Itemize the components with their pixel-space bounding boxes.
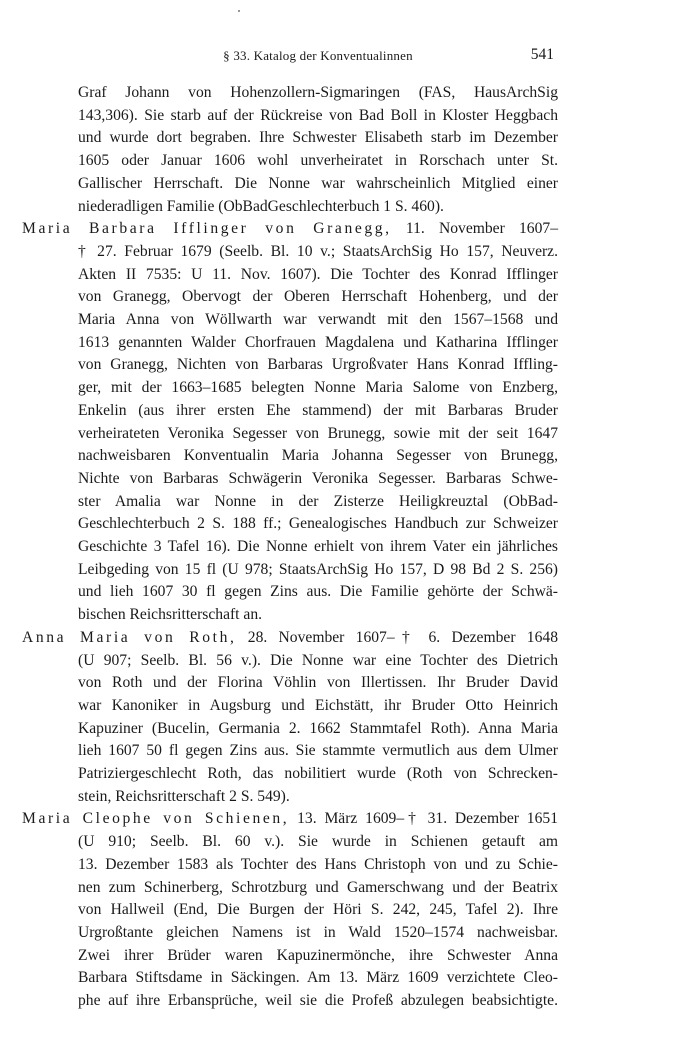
text-line: verheirateten Veronika Segesser von Brunegg, sowie mit der seit 1647 bbox=[78, 424, 558, 442]
text-line: war Kanoniker in Augsburg und Eichstätt, ihr Bruder Otto Heinrich bbox=[78, 696, 558, 714]
text-line: Geschichte 3 Tafel 16). Die Nonne erhielt von ihrem Vater ein jährliches bbox=[78, 538, 558, 555]
text-line: und lieh 1607 30 fl gegen Zins aus. Die Familie gehörte der Schwä- bbox=[78, 583, 558, 601]
text-line: phe auf ihre Erbansprüche, weil sie die Profeß abzulegen beabsichtigte. bbox=[78, 992, 558, 1009]
text-line: lieh 1607 50 fl gegen Zins aus. Sie stammte vermutlich aus dem Ulmer bbox=[78, 742, 558, 760]
text-line: Patriziergeschlecht Roth, das nobilitiert wurde (Roth von Schrecken- bbox=[78, 765, 558, 782]
text-line: von Granegg, Nichten von Barbaras Urgroßvater Hans Konrad Iffling- bbox=[78, 356, 558, 374]
text-line: von Roth und der Florina Vöhlin von Illertissen. Ihr Bruder David bbox=[78, 674, 558, 692]
text-line: (U 907; Seelb. Bl. 56 v.). Die Nonne war eine Tochter des Dietrich bbox=[78, 651, 558, 669]
text-line: von Hallweil (End, Die Burgen der Höri S. 242, 245, Tafel 2). Ihre bbox=[78, 901, 558, 919]
entry-heading-line: Maria Cleophe von Schienen, 13. März 1609–† 31. Dezember 1651 bbox=[22, 810, 558, 828]
text-line: von Granegg, Obervogt der Oberen Herrschaft Hohenberg, und der bbox=[78, 288, 558, 306]
entry-heading-line: Maria Barbara Ifflinger von Granegg, 11. November 1607– bbox=[22, 220, 558, 238]
text-line: Gallischer Herrschaft. Die Nonne war wahrscheinlich Mitglied einer bbox=[78, 174, 558, 192]
text-line: ster Amalia war Nonne in der Zisterze Heiligkreuztal (ObBad- bbox=[78, 492, 558, 510]
text-line: (U 910; Seelb. Bl. 60 v.). Sie wurde in Schienen getauft am bbox=[78, 833, 558, 851]
text-line: Kapuziner (Bucelin, Germania 2. 1662 Stammtafel Roth). Anna Maria bbox=[78, 719, 558, 737]
text-line: † 27. Februar 1679 (Seelb. Bl. 10 v.; StaatsArchSig Ho 157, Neuverz. bbox=[78, 242, 558, 260]
entry-heading-line: Anna Maria von Roth, 28. November 1607–† 6. Dezember 1648 bbox=[22, 628, 558, 646]
scan-speck bbox=[238, 10, 240, 12]
text-line: 13. Dezember 1583 als Tochter des Hans Christoph von und zu Schie- bbox=[78, 855, 558, 873]
entry-name: Maria Cleophe von Schienen, bbox=[22, 810, 290, 828]
running-head bbox=[78, 46, 558, 66]
text-line: Graf Johann von Hohenzollern-Sigmaringen (FAS, HausArchSig bbox=[78, 84, 558, 101]
text-line: 1613 genannten Walder Chorfrauen Magdalena und Katharina Ifflinger bbox=[78, 333, 558, 351]
text-line: Enkelin (aus ihrer ersten Ehe stammend) der mit Barbaras Bruder bbox=[78, 401, 558, 419]
text-line: nachweisbaren Konventualin Maria Johanna Segesser von Brunegg, bbox=[78, 447, 558, 465]
running-head-title: § 33. Katalog der Konventualinnen bbox=[223, 48, 413, 63]
text-line: bischen Reichsritterschaft an. bbox=[78, 606, 263, 624]
text-line: ger, mit der 1663–1685 belegten Nonne Maria Salome von Enzberg, bbox=[78, 379, 558, 397]
text-line: 143,306). Sie starb auf der Rückreise von Bad Boll in Kloster Heggbach bbox=[78, 106, 558, 124]
entry-name: Anna Maria von Roth, bbox=[22, 628, 237, 646]
text-line: Geschlechterbuch 2 S. 188 ff.; Genealogisches Handbuch zur Schweizer bbox=[78, 515, 558, 533]
text-line: niederadligen Familie (ObBadGeschlechterbuch 1 S. 460). bbox=[78, 197, 444, 215]
text-line: Nichte von Barbaras Schwägerin Veronika Segesser. Barbaras Schwe- bbox=[78, 469, 558, 487]
text-line: Urgroßtante gleichen Namens ist in Wald 1520–1574 nachweisbar. bbox=[78, 923, 558, 941]
entry-name: Maria Barbara Ifflinger von Granegg, bbox=[22, 220, 392, 238]
text-line: Barbara Stiftsdame in Säckingen. Am 13. März 1609 verzichtete Cleo- bbox=[78, 969, 558, 987]
text-line: Maria Anna von Wöllwarth war verwandt mit den 1567–1568 und bbox=[78, 311, 558, 328]
text-line: Akten II 7535: U 11. Nov. 1607). Die Tochter des Konrad Ifflinger bbox=[78, 265, 558, 283]
text-line: Leibgeding von 15 fl (U 978; StaatsArchSig Ho 157, D 98 Bd 2 S. 256) bbox=[78, 560, 558, 578]
text-line: 1605 oder Januar 1606 wohl unverheiratet in Rorschach unter St. bbox=[78, 152, 558, 170]
text-line: und wurde dort begraben. Ihre Schwester Elisabeth starb im Dezember bbox=[78, 129, 558, 147]
text-line: stein, Reichsritterschaft 2 S. 549). bbox=[78, 787, 290, 805]
page-number: 541 bbox=[530, 46, 554, 63]
text-line: nen zum Schinerberg, Schrotzburg und Gamerschwang und der Beatrix bbox=[78, 878, 558, 896]
text-line: Zwei ihrer Brüder waren Kapuzinermönche, ihre Schwester Anna bbox=[78, 946, 558, 964]
